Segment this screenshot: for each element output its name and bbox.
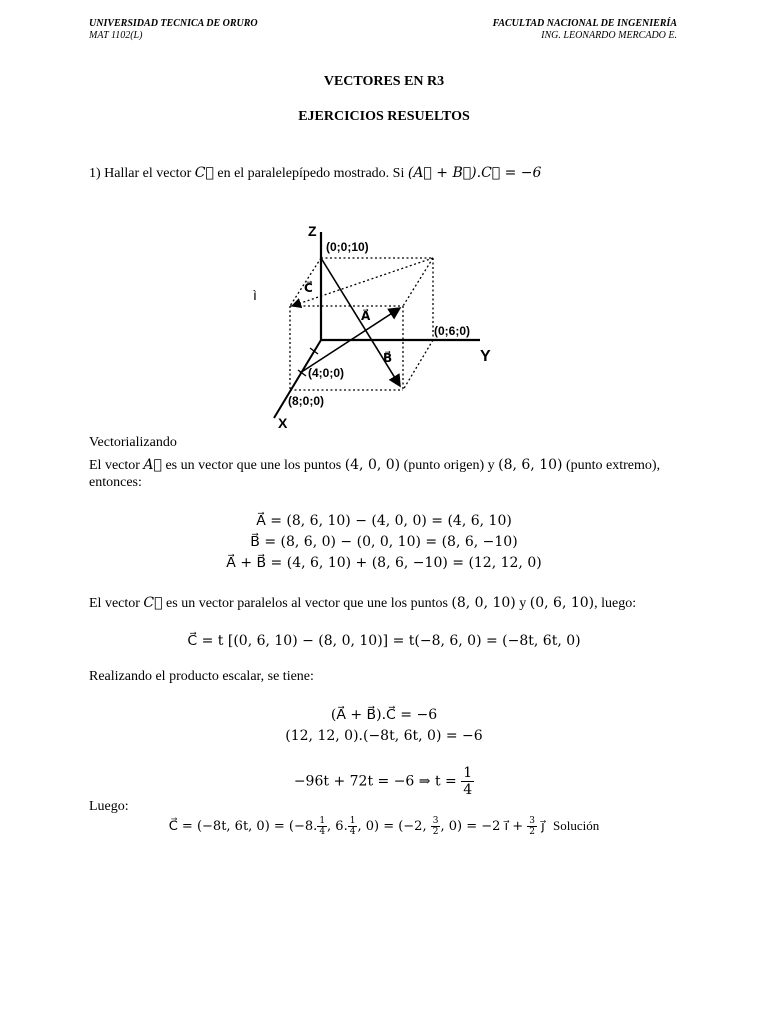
fraction-denominator: 2: [432, 827, 439, 837]
vector-c-line: [292, 258, 433, 306]
equation-dot-product: (A⃗ + B⃗).C⃗ = −6: [330, 707, 438, 723]
axis-y-label: Y: [480, 348, 491, 365]
paragraph-vector-a: [89, 456, 660, 475]
fraction-3-2: [431, 816, 441, 837]
equation-a: A⃗ = (8, 6, 10) − (4, 0, 0) = (4, 6, 10): [256, 513, 512, 529]
text-segment: (punto origen) y: [400, 458, 499, 473]
text-segment: El vector: [89, 458, 144, 473]
university-name: UNIVERSIDAD TECNICA DE ORURO: [89, 18, 258, 29]
point-c2: (0, 6, 10): [529, 595, 595, 611]
point-y-label: (0;6;0): [434, 324, 471, 338]
point-origin: (4, 0, 0): [344, 457, 401, 473]
fraction-numerator: 3: [529, 816, 536, 826]
equation-c: C⃗ = t [(0, 6, 10) − (8, 0, 10)] = t(−8, 6, 0) = (−8t, 6t, 0): [187, 633, 581, 649]
vector-a-symbol: A⃗: [143, 457, 162, 473]
vector-b-label: B⃗: [383, 351, 393, 365]
problem-statement: [89, 164, 541, 183]
equation-text: −96t + 72t = −6 ⇒ t =: [293, 773, 462, 790]
vector-c-label: C⃗: [304, 281, 313, 295]
equation-a-plus-b: A⃗ + B⃗ = (4, 6, 10) + (8, 6, −10) = (12, 12, 0): [226, 555, 542, 571]
fraction-3-2: [527, 816, 537, 837]
point-x4-label: (4;0;0): [308, 366, 345, 380]
fraction-denominator: 4: [349, 827, 356, 837]
point-top-label: (0;0;10): [326, 240, 369, 254]
equation-solution: [0, 816, 768, 837]
fraction-1-4: [317, 816, 327, 837]
fraction-denominator: 4: [463, 782, 473, 798]
equation-text: , 0) = −2 i⃗ +: [440, 819, 528, 834]
section-vectorializando: Vectorializando: [89, 435, 177, 450]
fraction-t: [461, 765, 474, 798]
fraction-numerator: 3: [432, 816, 439, 826]
text-segment: El vector: [89, 596, 144, 611]
equation-text: C⃗ = (−8t, 6t, 0) = (−8.: [168, 819, 318, 834]
point-x8-label: (8;0;0): [288, 394, 325, 408]
professor-name: ING. LEONARDO MERCADO E.: [541, 30, 677, 41]
problem-condition: (A⃗ + B⃗).C⃗ = −6: [407, 165, 542, 181]
paragraph-entonces: entonces:: [89, 475, 142, 490]
vector-c-symbol: C⃗: [194, 165, 214, 181]
point-c1: (8, 0, 10): [451, 595, 516, 611]
equation-b: B⃗ = (8, 6, 0) − (0, 0, 10) = (8, 6, −10): [250, 534, 518, 550]
text-segment: , luego:: [594, 596, 637, 611]
paragraph-luego: Luego:: [89, 799, 129, 814]
solution-label: Solución: [553, 818, 600, 833]
axis-z-label: Z: [308, 223, 317, 239]
point-end: (8, 6, 10): [498, 457, 563, 473]
fraction-denominator: 2: [529, 827, 536, 837]
equation-text: , 0) = (−2,: [357, 819, 431, 834]
text-segment: es un vector paralelos al vector que une los puntos: [162, 596, 452, 611]
text-segment: (punto extremo),: [562, 458, 661, 473]
text-segment: y: [515, 596, 530, 611]
fraction-numerator: 1: [319, 816, 326, 826]
course-code: MAT 1102(L): [89, 30, 143, 41]
paragraph-producto-escalar: Realizando el producto escalar, se tiene:: [89, 669, 314, 684]
paragraph-vector-c: [89, 594, 636, 613]
page-subtitle: EJERCICIOS RESUELTOS: [298, 109, 470, 124]
equation-solve-t: [0, 765, 768, 798]
faculty-name: FACULTAD NACIONAL DE INGENIERÍA: [492, 18, 677, 29]
equation-dot-product-expanded: (12, 12, 0).(−8t, 6t, 0) = −6: [285, 728, 483, 744]
page-title: VECTORES EN R3: [323, 74, 445, 89]
fraction-numerator: 1: [463, 765, 473, 781]
problem-prefix: 1) Hallar el vector: [89, 166, 195, 181]
axis-x-label: X: [278, 415, 288, 431]
problem-middle: en el paralelepípedo mostrado. Si: [213, 166, 408, 181]
equation-text: j⃗: [537, 819, 545, 834]
stray-mark: ì: [253, 287, 257, 303]
vector-c-symbol: C⃗: [143, 595, 163, 611]
parallelepiped-diagram: [240, 218, 520, 433]
fraction-1-4: [348, 816, 358, 837]
fraction-numerator: 1: [349, 816, 356, 826]
text-segment: es un vector que une los puntos: [161, 458, 345, 473]
equation-text: , 6.: [327, 819, 348, 834]
vector-a-label: A⃗: [361, 309, 371, 323]
fraction-denominator: 4: [319, 827, 326, 837]
